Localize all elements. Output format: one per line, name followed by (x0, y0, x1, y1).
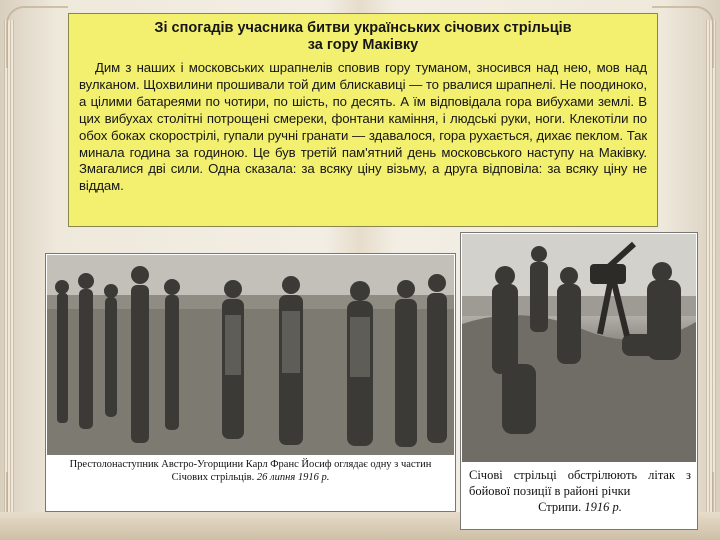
quote-text: Дим з наших і московських шрапнелів сповив гору туманом, зносився над нею, мов над вулканом. Щохвилини прошивали той дим блискавиці — то рвалися шрапнелі. Не поодиноко, а цілими батареями по чотири, по шість, по десять. А їм відповідала гора вибухами землі. В цих вибухах столітні потрощені смереки, фонтани каміння, і людські руки, ноги. Клекотіли по обох боках скорострілі, гупали ручні гранати — здавалося, гора рухається, дихає пеклом. Так минала година за годиною. Це був третій пам'ятний день московського наступу на Маківку. Змагалися дві сили. Одна сказала: за всяку ціну візьму, а друга відповіла: за всяку ціну не віддам. (79, 60, 647, 194)
photo-antiaircraft-caption-last (469, 499, 691, 515)
photo-antiaircraft-caption-date: 1916 р. (584, 500, 622, 514)
photo-inspection-caption-line1: Престолонаступник Австро-Угорщини Карл Франс Йосиф оглядає одну з частин (69, 459, 432, 470)
photo-antiaircraft-image (462, 234, 696, 462)
quote-title-line2: за гору Маківку (307, 37, 419, 53)
photo-inspection-caption-date: 26 липня 1916 р. (256, 472, 330, 483)
photo-antiaircraft-caption-place: Стрипи. (538, 500, 585, 514)
quote-title-line1: Зі спогадів учасника битви українських січових стрільців (154, 20, 572, 36)
quote-panel (68, 13, 658, 227)
photo-inspection-image (47, 255, 454, 455)
riflemen-firing-illustration (462, 234, 696, 462)
photo-antiaircraft (460, 232, 698, 530)
soldiers-lineup-illustration (47, 255, 454, 455)
ornament-corner-top-left (6, 6, 68, 68)
photo-inspection (45, 253, 456, 512)
ornament-corner-top-right (652, 6, 714, 68)
page-edge-right (706, 20, 716, 528)
photo-antiaircraft-caption-main: Січові стрільці обстрілюють літак з бойової позиції в районі річки (469, 468, 691, 498)
quote-title (79, 20, 647, 54)
page-edge-left (4, 20, 14, 528)
photo-antiaircraft-caption (469, 467, 691, 515)
photo-inspection-caption-line2: Січових стрільців. (171, 472, 257, 483)
photo-inspection-caption (52, 458, 449, 484)
